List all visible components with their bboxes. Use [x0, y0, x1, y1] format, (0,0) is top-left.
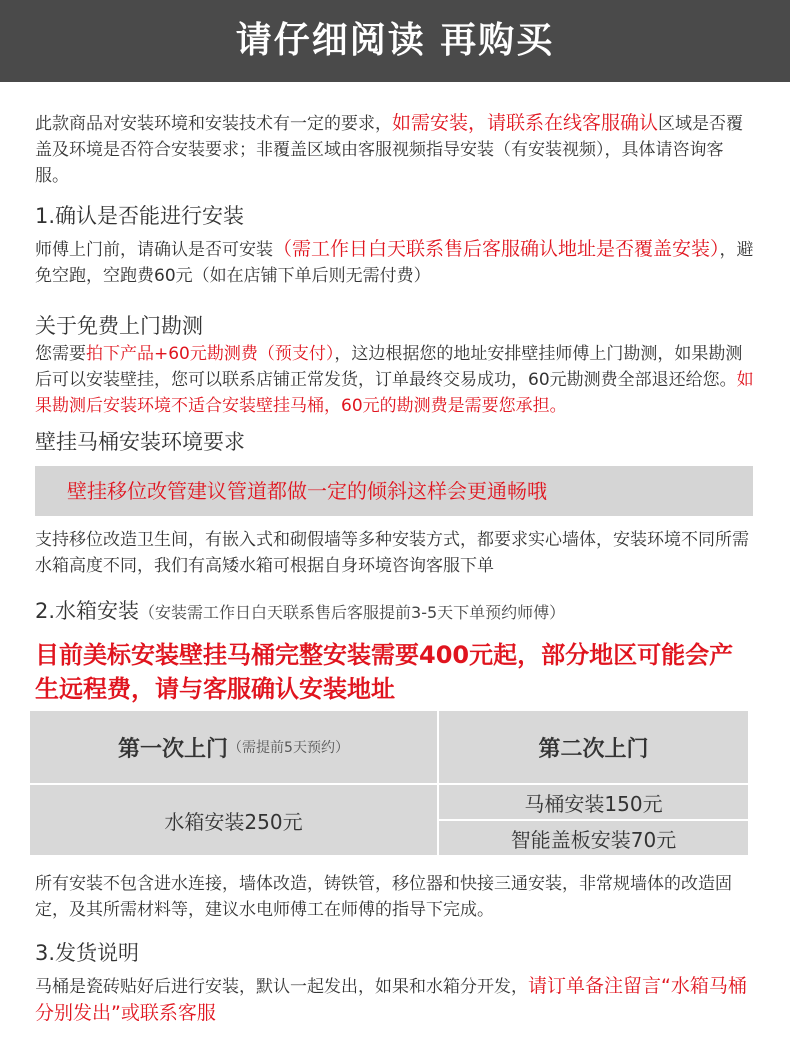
survey-text-red-2: 如果勘测后安装环境不适合安装壁挂马桶，60元的勘测费是需要您承担。 — [35, 370, 754, 416]
page-header — [0, 0, 790, 82]
section2-note: （安装需工作日白天联系售后客服提前3-5天下单预约师傅） — [139, 603, 566, 622]
survey-paragraph — [35, 341, 755, 419]
intro-paragraph — [35, 110, 755, 189]
env-banner: 壁挂移位改管建议管道都做一定的倾斜这样会更通畅哦 — [35, 466, 753, 516]
table-head-first-visit — [30, 711, 437, 783]
section2-title: 2.水箱安装 — [35, 599, 140, 623]
table-head-second-visit — [439, 711, 748, 783]
section1-text-red: （需工作日白天联系售后客服确认地址是否覆盖安装） — [273, 238, 720, 260]
section1-text-2: ，避免空跑，空跑费60元（如在店铺下单后则无需付费） — [35, 240, 754, 286]
smart-seat-install-fee: 智能盖板安装70元 — [510, 827, 677, 852]
section2-red-notice: 目前美标安装壁挂马桶完整安装需要400元起，部分地区可能会产生远程费，请与客服确认安装地址 — [35, 641, 734, 703]
tank-install-fee: 水箱安装250元 — [164, 809, 303, 834]
survey-text-2: ，这边根据您的地址安排壁挂师傅上门勘测，如果勘测后可以安装壁挂，您可以联系店铺正常发货，订单最终交易成功，60元勘测费全部退还给您。 — [35, 344, 743, 390]
section2-heading — [35, 597, 755, 627]
survey-title: 关于免费上门勘测 — [35, 314, 203, 338]
first-visit-label: 第一次上门 — [118, 736, 229, 762]
shipping-paragraph — [35, 973, 755, 1027]
intro-text-red: 如需安装，请联系在线客服确认 — [392, 112, 659, 134]
intro-text-2: 区域是否覆盖及环境是否符合安装要求；非覆盖区域由客服视频指导安装（有安装视频），具体请咨询客服。 — [35, 114, 744, 186]
shipping-text-1: 马桶是瓷砖贴好后进行安装，默认一起发出，如果和水箱分开发， — [35, 977, 528, 997]
section3-title: 3.发货说明 — [35, 941, 140, 965]
shipping-text-red: 请订单备注留言“水箱马桶分别发出” — [35, 975, 747, 1024]
survey-text-red: 拍下产品+60元勘测费（预支付） — [86, 344, 335, 364]
second-visit-label: 第二次上门 — [538, 736, 649, 762]
section1-paragraph — [35, 236, 755, 289]
section1-title: 1.确认是否能进行安装 — [35, 204, 245, 228]
shipping-text-2: 或联系客服 — [120, 1002, 216, 1024]
first-visit-note: （需提前5天预约） — [228, 740, 349, 756]
exclusions-paragraph: 所有安装不包含进水连接，墙体改造，铸铁管，移位器和快接三通安装，非常规墙体的改造固定，及其所需材料等，建议水电师傅工在师傅的指导下完成。 — [35, 874, 732, 920]
survey-text-1: 您需要 — [35, 344, 86, 364]
install-fee-table — [30, 711, 748, 855]
env-title: 壁挂马桶安装环境要求 — [35, 430, 245, 454]
page-title: 请仔细阅读 再购买 — [235, 20, 555, 61]
toilet-install-fee: 马桶安装150元 — [524, 791, 663, 816]
intro-text-1: 此款商品对安装环境和安装技术有一定的要求， — [35, 114, 392, 134]
env-description: 支持移位改造卫生间，有嵌入式和砌假墙等多种安装方式，都要求实心墙体，安装环境不同所需水箱高度不同，我们有高矮水箱可根据自身环境咨询客服下单 — [35, 530, 749, 576]
section1-text-1: 师傅上门前，请确认是否可安装 — [35, 240, 273, 260]
